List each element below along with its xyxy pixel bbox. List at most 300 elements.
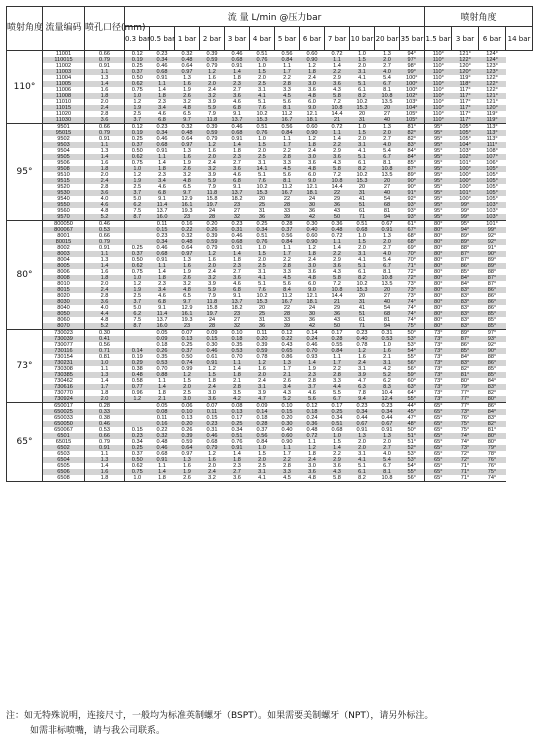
flow-value-cell: 3.9: [208, 99, 216, 105]
angle-value-cell: 80°: [425, 311, 452, 317]
flow-value-cell: 82°: [400, 130, 425, 136]
flow-value-cell: 0.91: [231, 136, 243, 142]
flow-value-cell: 24: [308, 305, 316, 311]
flow-value-cell: 7.9: [208, 293, 216, 299]
flow-value-cell: 36: [250, 323, 275, 330]
flow-value-cell: 0.14: [125, 348, 150, 354]
orifice-cell: 3.6: [85, 117, 125, 124]
angle-value-cell: 83°: [460, 293, 470, 299]
angle-value-cell: 83°: [452, 360, 479, 366]
angle-value-cell: 99°: [479, 227, 506, 233]
flow-value-cell: 13.5: [381, 172, 393, 178]
flow-value-cell: 4.3: [333, 160, 341, 166]
flow-value-cell: 0.34: [125, 439, 150, 445]
flow-value-cell: 0.62: [125, 81, 150, 87]
flow-value-cell: 11.2: [281, 184, 293, 190]
flow-value-cell: 0.15: [125, 427, 150, 433]
orifice-cell: 2.4: [85, 178, 125, 184]
angle-value-cell: 80°: [460, 378, 470, 384]
flow-value-cell: 13.5: [381, 281, 393, 287]
flow-value-cell: 60°: [407, 378, 416, 384]
flow-value-cell: 0.91: [356, 427, 368, 433]
flow-code-cell: 11004: [43, 75, 85, 81]
flow-value-cell: 1.8: [233, 148, 241, 154]
angle-value-cell: 99°: [460, 208, 470, 214]
flow-value-cell: 2.0: [175, 384, 200, 390]
flow-value-cell: 2.5: [250, 154, 275, 160]
angle-value-cell: 73°: [425, 330, 452, 337]
flow-value-cell: 0.53: [150, 360, 175, 366]
flow-code-cell: 9540: [43, 196, 85, 202]
flow-value-cell: 83°: [400, 142, 425, 148]
flow-value-cell: 44°: [400, 403, 425, 410]
flow-value-cell: 1.9: [175, 469, 200, 475]
flow-value-cell: 1.2: [200, 251, 225, 257]
flow-value-cell: 4.1: [250, 93, 275, 99]
flow-value-cell: 6.2: [383, 378, 391, 384]
flow-value-cell: 0.90: [300, 239, 325, 245]
orifice-cell: 3.6: [85, 299, 125, 305]
flow-value-cell: 0.32: [150, 433, 175, 439]
angle-value-cell: 113°: [486, 136, 498, 142]
angle-value-cell: 95°: [425, 190, 452, 196]
flow-value-cell: 74°: [400, 299, 425, 305]
flow-code-cell: 8006: [43, 269, 85, 275]
flow-value-cell: 1.6: [208, 257, 216, 263]
angle-value-cell: 101°: [459, 160, 471, 166]
flow-value-cell: 23: [175, 323, 200, 330]
flow-pressure-header: 6 bar: [300, 27, 325, 51]
flow-value-cell: 0.84: [325, 348, 350, 354]
flow-value-cell: 31: [350, 190, 375, 196]
angle-value-cell: 120°: [452, 69, 479, 75]
orifice-cell: 2.8: [85, 184, 125, 190]
angle-value-cell: 95°: [425, 166, 452, 172]
angle-value-cell: 80°: [425, 245, 452, 251]
flow-value-cell: 5.2: [375, 372, 400, 378]
angle-value-cell: 80°: [425, 305, 452, 311]
flow-value-cell: 27: [383, 293, 391, 299]
flow-value-cell: 2.0: [258, 75, 266, 81]
flow-value-cell: 3.2: [200, 475, 225, 482]
flow-value-cell: 2.0: [358, 63, 366, 69]
flow-value-cell: 1.8: [308, 451, 316, 457]
angle-value-cell: 100°: [452, 166, 479, 172]
flow-value-cell: 0.79: [206, 63, 218, 69]
flow-value-cell: 0.23: [225, 221, 250, 228]
angle-value-cell: 75°: [460, 427, 470, 433]
angle-value-cell: 80°: [425, 317, 452, 323]
flow-value-cell: 73°: [407, 281, 416, 287]
flow-value-cell: 100°: [400, 81, 425, 87]
flow-value-cell: 0.56: [275, 51, 300, 58]
flow-value-cell: 0.64: [181, 245, 193, 251]
flow-code-cell: 6505: [43, 463, 85, 469]
flow-value-cell: 0.32: [175, 124, 200, 131]
flow-value-cell: 72°: [407, 269, 416, 275]
angle-value-cell: 95°: [425, 196, 452, 202]
flow-value-cell: 2.3: [158, 281, 166, 287]
angle-value-cell: 110°: [425, 99, 452, 105]
flow-value-cell: 94: [375, 323, 400, 330]
flow-value-cell: 1.1: [325, 239, 350, 245]
flow-value-cell: 100°: [405, 75, 418, 81]
flow-value-cell: 1.6: [208, 75, 216, 81]
flow-value-cell: 0.46: [150, 445, 175, 451]
orifice-cell: 2.4: [85, 287, 125, 293]
flow-code-cell: 9510: [43, 172, 85, 178]
flow-value-cell: 0.23: [150, 124, 175, 131]
flow-value-cell: 10.4: [381, 390, 393, 396]
flow-value-cell: 29: [333, 305, 341, 311]
flow-value-cell: 3.7: [125, 117, 150, 124]
flow-value-cell: 22: [283, 196, 291, 202]
flow-value-cell: 7.6: [250, 178, 275, 184]
flow-value-cell: 36: [308, 317, 316, 323]
spray-angle-group-label: 65°: [7, 403, 43, 482]
flow-value-cell: 2.7: [375, 445, 400, 451]
orifice-cell: 1.3: [85, 457, 125, 463]
flow-value-cell: 0.44: [356, 415, 368, 421]
flow-value-cell: 1.6: [375, 348, 400, 354]
flow-value-cell: 10.2: [256, 293, 268, 299]
angle-value-cell: 110°: [425, 93, 452, 99]
flow-value-cell: 4.6: [233, 281, 241, 287]
flow-value-cell: 0.48: [175, 239, 200, 245]
flow-value-cell: 2.6: [175, 275, 200, 281]
flow-value-cell: 0.26: [181, 427, 193, 433]
flow-value-cell: 102°: [400, 93, 425, 99]
flow-value-cell: 0.59: [181, 439, 193, 445]
flow-value-cell: 11.8: [200, 117, 225, 124]
flow-value-cell: 2.5: [250, 263, 275, 269]
flow-value-cell: 50°: [400, 330, 425, 337]
flow-value-cell: 0.37: [256, 427, 268, 433]
angle-value-cell: 87°: [479, 275, 506, 281]
orifice-cell: 0.91: [85, 63, 125, 69]
spray-angle-group-label: 73°: [7, 330, 43, 403]
angle-value-cell: 83°: [452, 287, 479, 293]
flow-value-cell: 0.60: [306, 233, 318, 239]
angle-value-cell: 110°: [425, 69, 452, 75]
flow-value-cell: 1.4: [150, 384, 175, 390]
flow-value-cell: 3.6: [325, 81, 350, 87]
flow-value-cell: 45°: [400, 409, 425, 415]
footnote-thread-standard: 注：如无特殊说明，连接尺寸，一般均为标准英制螺牙（BSPT）。如果需要美制螺牙（NPT），请另外标注。: [6, 711, 434, 721]
flow-pressure-header: 0.5 bar: [150, 27, 175, 51]
flow-value-cell: 15.3: [250, 117, 275, 124]
flow-value-cell: 105°: [405, 111, 418, 117]
angle-value-cell: 78°: [487, 451, 497, 457]
angle-value-cell: 110°: [425, 81, 452, 87]
flow-value-cell: 1.1: [283, 245, 291, 251]
flow-value-cell: 2.7: [383, 136, 391, 142]
flow-value-cell: 7.2: [333, 99, 341, 105]
flow-value-cell: 73°: [400, 287, 425, 293]
flow-value-cell: 1.4: [225, 142, 250, 148]
flow-value-cell: 2.8: [325, 372, 350, 378]
flow-value-cell: 4.8: [175, 105, 200, 111]
flow-value-cell: 19.3: [181, 317, 193, 323]
flow-value-cell: 56°: [400, 360, 425, 366]
orifice-cell: 4.4: [85, 311, 125, 317]
flow-value-cell: 0.14: [250, 409, 275, 415]
angle-value-cell: 86°: [479, 360, 506, 366]
flow-value-cell: 0.37: [275, 227, 300, 233]
flow-value-cell: 0.51: [225, 433, 250, 439]
flow-value-cell: 0.91: [225, 445, 250, 451]
flow-value-cell: 0.07: [175, 330, 200, 337]
flow-code-cell: 8003: [43, 251, 85, 257]
angle-value-cell: 92°: [487, 342, 497, 348]
flow-value-cell: 84°: [400, 154, 425, 160]
flow-value-cell: 0.75: [125, 469, 150, 475]
flow-value-cell: 5.8: [325, 275, 350, 281]
flow-value-cell: 0.25: [125, 136, 150, 142]
flow-value-cell: 1.4: [333, 63, 341, 69]
flow-value-cell: 0.29: [125, 360, 150, 366]
flow-value-cell: 5.9: [200, 178, 225, 184]
flow-value-cell: 1.8: [233, 257, 241, 263]
flow-value-cell: 9.1: [158, 196, 166, 202]
flow-value-cell: 1.9: [125, 178, 150, 184]
flow-value-cell: 4.5: [275, 166, 300, 172]
flow-value-cell: 0.75: [125, 87, 150, 93]
flow-value-cell: 10.2: [256, 111, 268, 117]
flow-value-cell: 3.0: [300, 154, 325, 160]
flow-value-cell: 51°: [407, 439, 416, 445]
flow-value-cell: 2.4: [208, 269, 216, 275]
flow-value-cell: 6.7: [375, 81, 400, 87]
spray-angle-group-label: 95°: [7, 124, 43, 221]
flow-value-cell: 6.2: [125, 202, 150, 208]
flow-value-cell: 0.46: [156, 245, 168, 251]
flow-value-cell: 5.4: [383, 257, 391, 263]
angle-value-cell: 124°: [479, 51, 506, 58]
angle-value-cell: 73°: [425, 390, 452, 396]
flow-value-cell: 5.4: [383, 75, 391, 81]
flow-value-cell: 6.5: [183, 111, 191, 117]
angle-value-cell: 81°: [452, 372, 479, 378]
flow-value-cell: 3.6: [225, 166, 250, 172]
angle-value-cell: 87°: [487, 281, 497, 287]
flow-value-cell: 5.4: [383, 148, 391, 154]
flow-value-cell: 19.7: [200, 202, 225, 208]
angle-value-cell: 103°: [459, 148, 471, 154]
flow-value-cell: 3.1: [250, 469, 275, 475]
angle-value-cell: 124°: [479, 57, 506, 63]
flow-code-cell: 11030: [43, 117, 85, 124]
flow-value-cell: 33: [283, 208, 291, 214]
flow-value-cell: 0.25: [125, 63, 150, 69]
flow-value-cell: 19.7: [200, 311, 225, 317]
flow-value-cell: 3.0: [175, 396, 200, 403]
flow-value-cell: 0.22: [275, 336, 300, 342]
flow-value-cell: 6.5: [183, 184, 191, 190]
flow-value-cell: 0.10: [225, 330, 250, 337]
flow-value-cell: 0.97: [175, 251, 200, 257]
flow-value-cell: 0.23: [200, 421, 225, 427]
flow-value-cell: 0.56: [250, 433, 275, 439]
flow-code-cell: 8040: [43, 305, 85, 311]
flow-value-cell: 0.34: [375, 409, 400, 415]
angle-value-cell: 105°: [452, 130, 479, 136]
flow-value-cell: 2.3: [233, 463, 241, 469]
flow-value-cell: 55°: [400, 469, 425, 475]
flow-value-cell: 5.6: [283, 281, 291, 287]
orifice-cell: 2.0: [85, 99, 125, 105]
flow-value-cell: 0.60: [300, 124, 325, 131]
flow-value-cell: 0.36: [300, 421, 325, 427]
orifice-cell: 0.91: [85, 245, 125, 251]
flow-value-cell: 0.40: [281, 427, 293, 433]
flow-value-cell: 7.6: [250, 287, 275, 293]
flow-value-cell: 11.2: [281, 111, 293, 117]
flow-value-cell: 1.3: [375, 433, 400, 439]
flow-value-cell: 2.4: [208, 160, 216, 166]
flow-value-cell: 18.1: [300, 117, 325, 124]
flow-value-cell: 32: [225, 214, 250, 221]
angle-value-cell: 121°: [486, 99, 498, 105]
flow-value-cell: 0.25: [181, 342, 193, 348]
flow-value-cell: 0.51: [256, 233, 268, 239]
flow-value-cell: 0.34: [150, 239, 175, 245]
orifice-cell: 0.56: [85, 342, 125, 348]
flow-value-cell: 4.7: [250, 396, 275, 403]
orifice-cell: 0.46: [85, 221, 125, 228]
angle-value-cell: 85°: [479, 372, 506, 378]
flow-value-cell: 9.1: [233, 293, 241, 299]
angle-value-cell: 84°: [487, 378, 497, 384]
flow-value-cell: 1.7: [325, 360, 350, 366]
angle-value-cell: 95°: [425, 142, 452, 148]
flow-value-cell: 2.5: [250, 81, 275, 87]
orifice-cell: 0.66: [85, 233, 125, 239]
flow-value-cell: 42: [300, 323, 325, 330]
flow-code-cell: 6501: [43, 433, 85, 439]
flow-value-cell: 2.3: [225, 154, 250, 160]
flow-value-cell: 0.62: [125, 263, 150, 269]
flow-value-cell: 0.91: [375, 227, 400, 233]
flow-value-cell: 104°: [400, 105, 425, 111]
flow-value-cell: 68°: [400, 239, 425, 245]
flow-value-cell: 0.51: [350, 221, 375, 228]
flow-value-cell: 2.0: [375, 239, 400, 245]
angle-value-cell: 86°: [460, 342, 470, 348]
flow-value-cell: 55°: [400, 396, 425, 403]
flow-value-cell: 1.6: [200, 457, 225, 463]
flow-value-cell: 1.7: [275, 69, 300, 75]
flow-value-cell: 0.93: [306, 354, 318, 360]
flow-value-cell: 0.25: [225, 421, 250, 427]
angle-value-cell: 87°: [452, 251, 479, 257]
flow-value-cell: 4.5: [275, 475, 300, 482]
flow-value-cell: 0.64: [181, 63, 193, 69]
flow-value-cell: 1.8: [300, 142, 325, 148]
flow-code-cell: 9504: [43, 148, 85, 154]
flow-value-cell: 2.4: [308, 75, 316, 81]
flow-value-cell: 54°: [407, 463, 416, 469]
flow-value-cell: 3.7: [300, 384, 325, 390]
flow-value-cell: 0.76: [250, 130, 275, 136]
angle-value-cell: 94°: [452, 227, 479, 233]
angle-value-cell: 86°: [487, 305, 497, 311]
angle-value-cell: 83°: [460, 305, 470, 311]
flow-value-cell: 16.1: [175, 311, 200, 317]
angle-value-cell: 87°: [452, 336, 479, 342]
angle-value-cell: 74°: [460, 439, 470, 445]
flow-value-cell: 13.5: [381, 99, 393, 105]
flow-value-cell: 6.2: [125, 311, 150, 317]
flow-value-cell: 2.8: [225, 384, 250, 390]
angle-value-cell: 105°: [459, 136, 471, 142]
angle-value-cell: 77°: [460, 390, 470, 396]
flow-value-cell: 8.1: [275, 105, 300, 111]
flow-value-cell: 69°: [407, 245, 416, 251]
angle-value-cell: 103°: [479, 214, 506, 221]
flow-value-cell: 7.5: [125, 317, 150, 323]
flow-value-cell: 4.6: [158, 184, 166, 190]
flow-value-cell: 98°: [407, 63, 416, 69]
flow-value-cell: 2.7: [233, 160, 241, 166]
flow-value-cell: 68°: [407, 233, 416, 239]
flow-value-cell: 4.4: [325, 384, 350, 390]
flow-value-cell: 0.18: [225, 336, 250, 342]
orifice-cell: 1.6: [85, 269, 125, 275]
flow-value-cell: 1.1: [158, 378, 166, 384]
flow-value-cell: 7.2: [333, 172, 341, 178]
flow-value-cell: 0.68: [350, 227, 375, 233]
flow-code-cell: 11008: [43, 93, 85, 99]
angle-value-cell: 86°: [487, 293, 497, 299]
flow-value-cell: 0.67: [350, 421, 375, 427]
angle-value-cell: 108°: [486, 148, 498, 154]
footnote-custom-nozzle: 如需非标喷嘴，请与我公司联系。: [30, 726, 166, 736]
flow-value-cell: 15.8: [206, 196, 218, 202]
orifice-cell: 5.2: [85, 214, 125, 221]
angle-value-cell: 81°: [487, 427, 497, 433]
angle-value-cell: 65°: [425, 409, 452, 415]
orifice-cell: 1.6: [85, 160, 125, 166]
flow-value-cell: 20: [258, 196, 266, 202]
flow-value-cell: 1.9: [183, 160, 191, 166]
flow-value-cell: 2.6: [175, 166, 200, 172]
orifice-cell: 0.66: [85, 51, 125, 58]
orifice-cell: 0.91: [85, 136, 125, 142]
angle-value-cell: 95°: [425, 148, 452, 154]
flow-value-cell: 3.1: [350, 142, 375, 148]
flow-value-cell: 0.38: [125, 366, 150, 372]
flow-value-cell: 31: [350, 117, 375, 124]
flow-value-cell: 0.46: [200, 348, 225, 354]
orifice-cell: 1.3: [85, 148, 125, 154]
flow-value-cell: 105°: [400, 117, 425, 124]
flow-value-cell: 40: [375, 190, 400, 196]
angle-value-cell: 117°: [452, 105, 479, 111]
flow-code-cell: 9501: [43, 124, 85, 131]
flow-value-cell: 2.4: [300, 457, 325, 463]
flow-value-cell: 1.8: [225, 372, 250, 378]
orifice-cell: 0.53: [85, 227, 125, 233]
flow-value-cell: 18.1: [300, 190, 325, 196]
angle-value-cell: 76°: [487, 463, 497, 469]
flow-value-cell: 0.68: [225, 239, 250, 245]
flow-value-cell: 0.05: [150, 330, 175, 337]
flow-value-cell: 6.8: [150, 190, 175, 196]
flow-value-cell: 70°: [400, 251, 425, 257]
flow-value-cell: 2.2: [333, 451, 341, 457]
flow-code-cell: 730462: [43, 378, 85, 384]
